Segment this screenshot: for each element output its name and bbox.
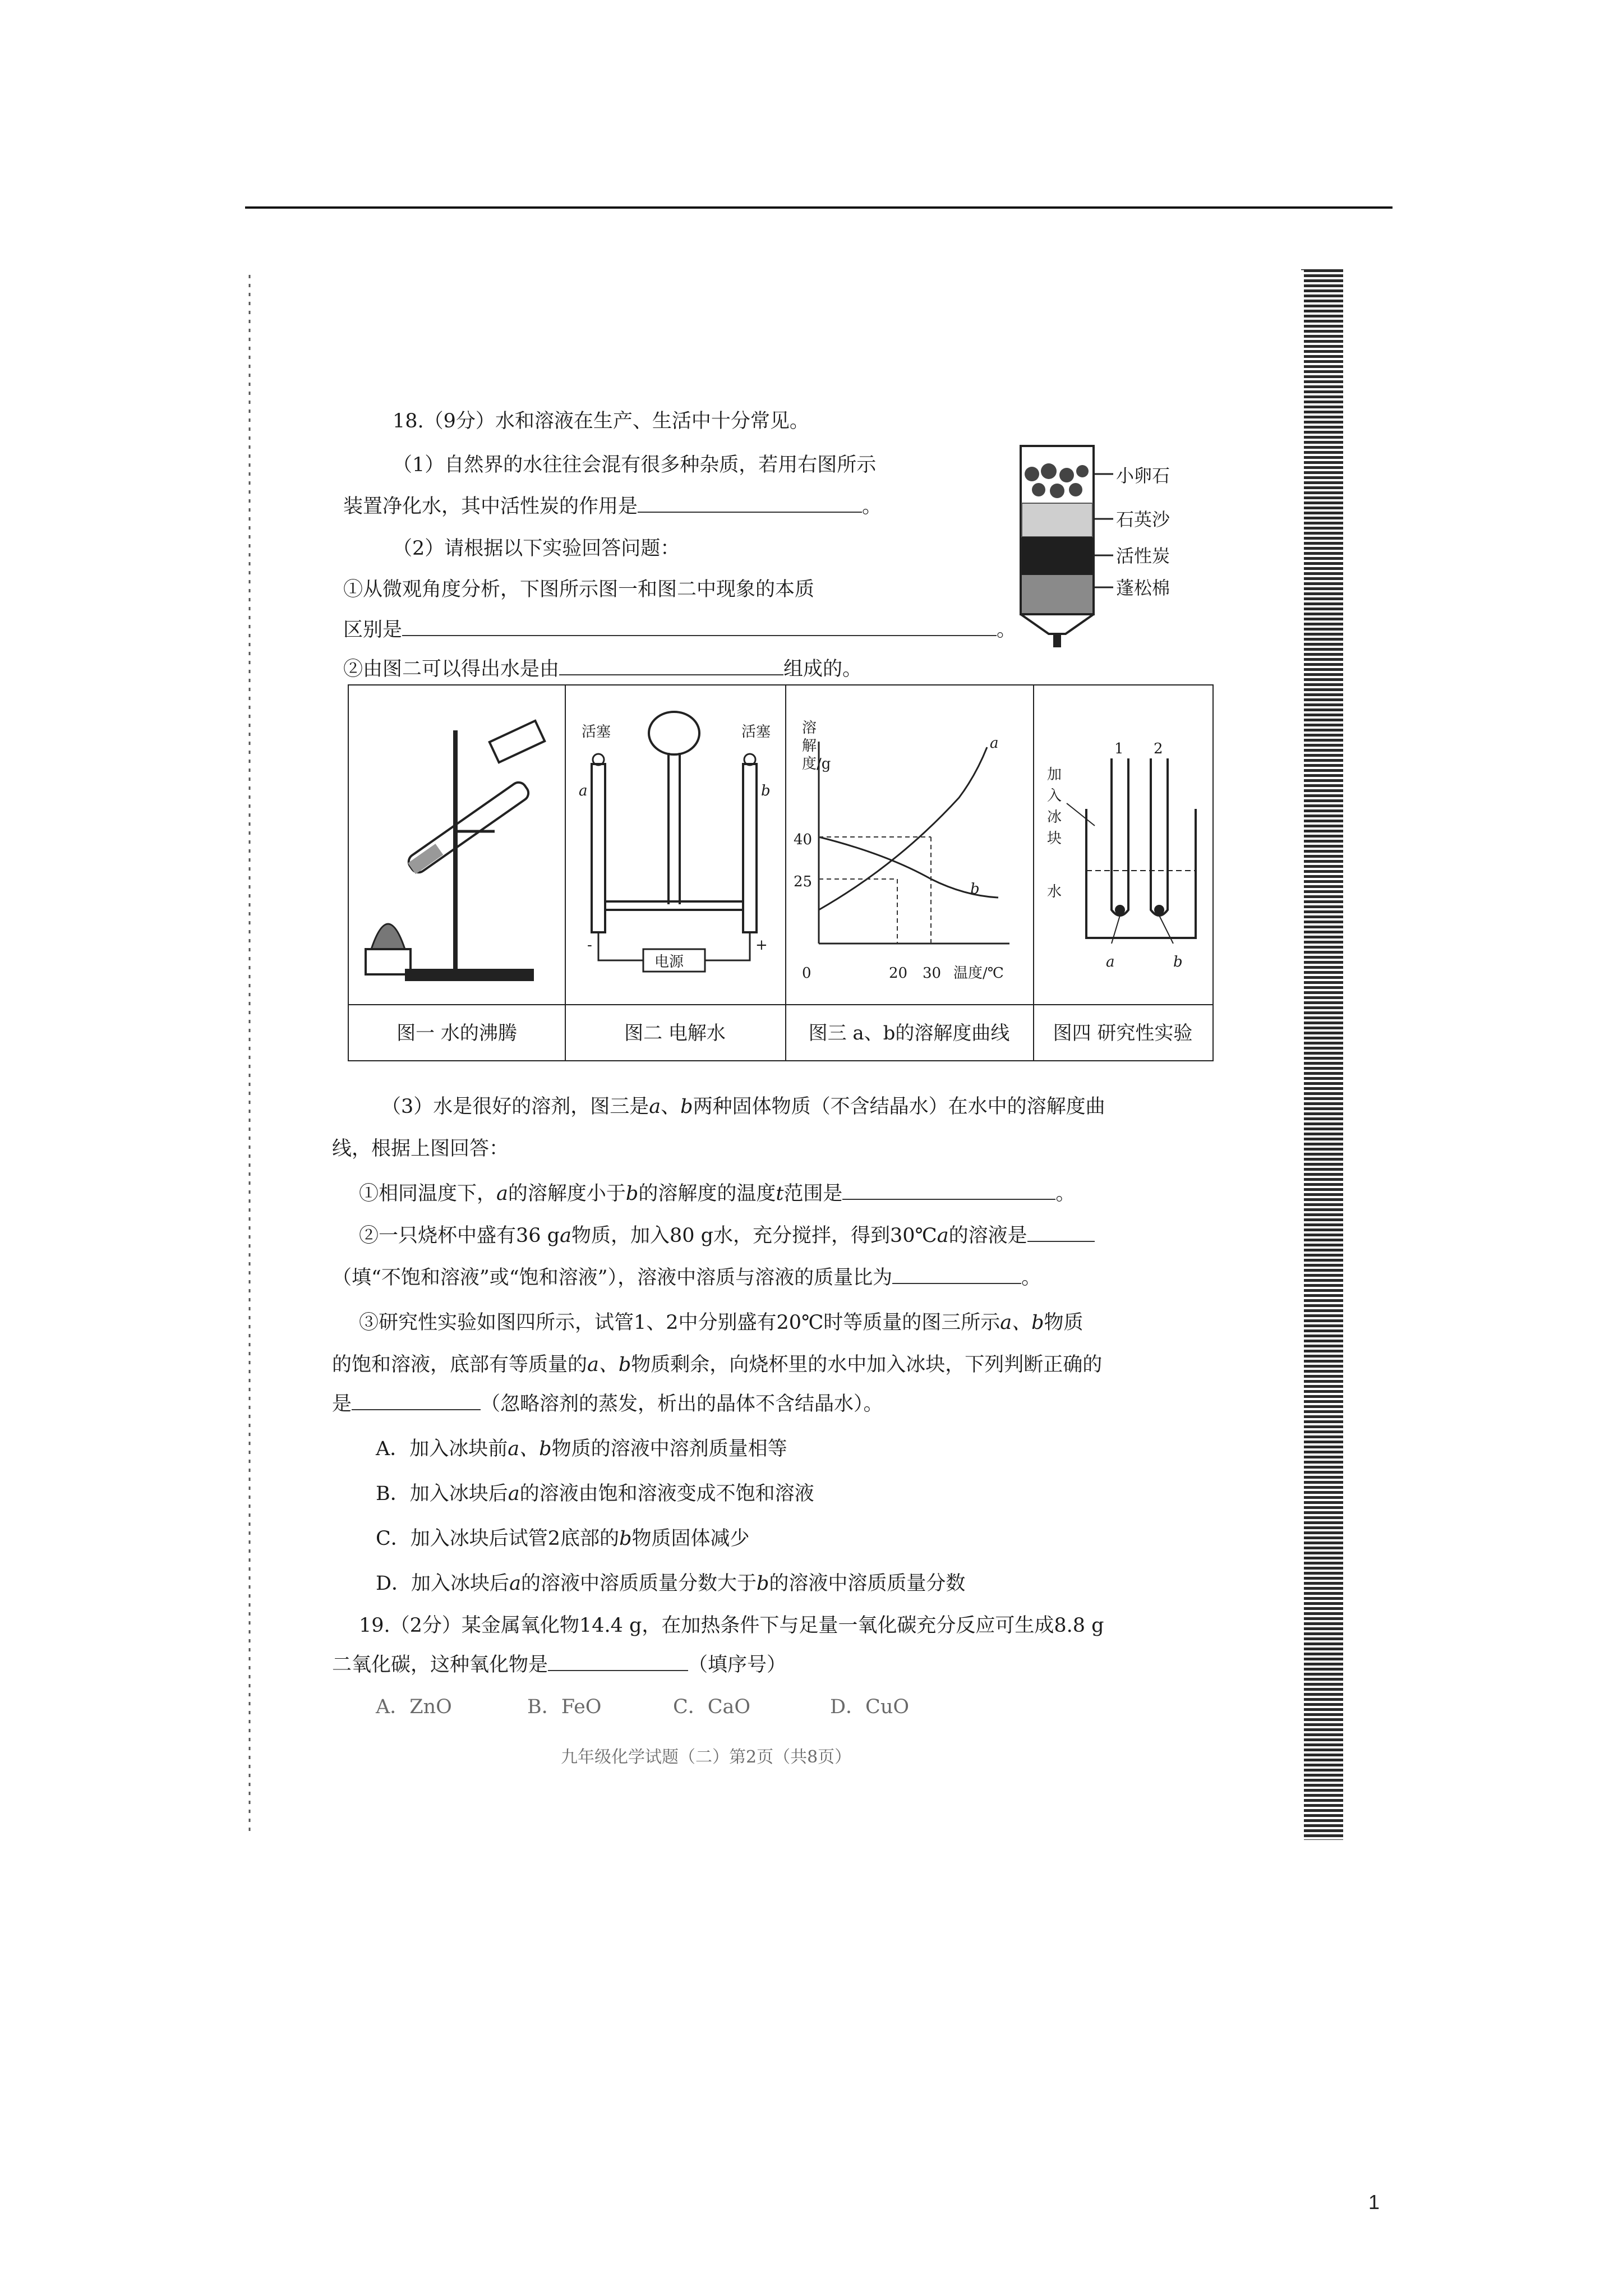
option-c <box>376 1526 749 1552</box>
q18-title: 18.（9分）水和溶液在生产、生活中十分常见。 <box>393 410 809 432</box>
q18-part2-2-text: ②由图二可以得出水是由 <box>343 658 560 680</box>
q18-part3-text1: （3）水是很好的溶剂，图三是 <box>381 1096 649 1118</box>
q18-part3-line1 <box>381 1094 1105 1120</box>
figure-table <box>348 684 1214 1061</box>
page-footer: 九年级化学试题（二）第2页（共8页） <box>561 1747 852 1767</box>
answer-blank-4[interactable] <box>842 1182 1055 1200</box>
fig2-tube-a-label: a <box>579 783 588 799</box>
fig2-power-label: 电源 <box>654 954 684 970</box>
option-b <box>376 1481 814 1507</box>
q18-part3-3-text5: 是 <box>332 1393 352 1415</box>
fig3-y-axis-label: 溶解度/g <box>802 720 831 772</box>
filter-label-sand: 石英沙 <box>1116 509 1170 530</box>
var-ab: a、b <box>508 1438 552 1460</box>
fig4-tube-1-label: 1 <box>1114 740 1124 757</box>
caption-divider <box>349 1004 1212 1005</box>
answer-blank-1[interactable] <box>638 495 862 513</box>
option-d-text3: 的溶液中溶质质量分数 <box>769 1572 966 1595</box>
fig2-tube-b-label: b <box>761 783 771 799</box>
option-b-text1: B．加入冰块后 <box>376 1483 508 1505</box>
curve-a <box>819 747 987 910</box>
water-filter-figure <box>1009 440 1189 648</box>
option-d-text2: 的溶液中溶质质量分数大于 <box>520 1572 757 1595</box>
fig3-y-tick-25: 25 <box>794 873 813 890</box>
q18-part3-3-text4: 物质剩余，向烧杯里的水中加入冰块，下列判断正确的 <box>631 1354 1103 1376</box>
q19-option-a: A．ZnO <box>376 1696 452 1718</box>
option-c-text2: 物质固体减少 <box>631 1527 750 1550</box>
scan-edge-left <box>247 275 252 1834</box>
period: 。 <box>862 495 882 518</box>
scan-edge-right <box>1290 269 1352 1840</box>
q18-part3-line2: 线，根据上图回答： <box>332 1138 509 1160</box>
fig3-x-tick-30: 30 <box>923 965 942 982</box>
cotton-layer <box>1022 575 1092 613</box>
answer-blank-5[interactable] <box>1027 1224 1095 1242</box>
q18-part2-1-text: 区别是 <box>343 619 403 641</box>
fig4-a-label: a <box>1106 954 1115 970</box>
filter-label-carbon: 活性炭 <box>1116 545 1170 567</box>
q18-part3-3-text1: ③研究性实验如图四所示，试管1、2中分别盛有20℃时等质量的图三所示 <box>359 1312 1000 1334</box>
figure-4-caption: 图四 研究性实验 <box>1053 1022 1193 1045</box>
var-a: a <box>508 1483 520 1505</box>
var-b: b <box>619 1527 632 1550</box>
answer-blank-8[interactable] <box>548 1653 688 1671</box>
var-b: b <box>625 1182 639 1205</box>
q18-part3-sep: 、 <box>661 1096 681 1118</box>
q18-part3-3-line1 <box>359 1310 1083 1336</box>
fig3-curve-a-label: a <box>990 735 999 752</box>
fig3-x-axis-label: 温度/℃ <box>953 965 1004 982</box>
q18-part3-3-line3 <box>332 1391 883 1417</box>
q19-option-d: D．CuO <box>830 1696 910 1718</box>
var-b: b <box>680 1096 693 1118</box>
q19-text1: 二氧化碳，这种氧化物是 <box>332 1654 548 1676</box>
var-ab: a、b <box>1000 1312 1044 1334</box>
q18-part2-1-line2 <box>343 617 1016 643</box>
fig4-tube-2-label: 2 <box>1154 740 1163 757</box>
var-a: a <box>496 1182 508 1205</box>
option-d <box>376 1571 965 1596</box>
q18-part1-text: 装置净化水，其中活性炭的作用是 <box>343 495 638 518</box>
q18-part3-3-text6: （忽略溶剂的蒸发，析出的晶体不含结晶水）。 <box>481 1393 883 1415</box>
fig2-minus-label: - <box>587 937 592 954</box>
q18-part3-1-text3: 的溶解度的温度 <box>638 1182 776 1205</box>
var-a: a <box>509 1572 521 1595</box>
q18-part3-3-text3: 的饱和溶液，底部有等质量的 <box>332 1354 588 1376</box>
q19-line1: 19.（2分）某金属氧化物14.4 g，在加热条件下与足量一氧化碳充分反应可生成8.8 g <box>359 1614 1104 1637</box>
option-c-text1: C．加入冰块后试管2底部的 <box>376 1527 620 1550</box>
fig2-plus-label: + <box>755 937 768 954</box>
q18-part1-line2 <box>343 494 882 519</box>
q18-part3-2-text3: 的溶液是 <box>948 1225 1027 1247</box>
var-a: a <box>560 1225 571 1247</box>
option-d-text1: D．加入冰块后 <box>376 1572 510 1595</box>
pebble-layer <box>1025 463 1089 498</box>
var-ab: a、b <box>587 1354 631 1376</box>
fig3-curve-b-label: b <box>970 881 980 898</box>
figure-2-caption: 图二 电解水 <box>624 1022 726 1045</box>
fig4-b-label: b <box>1173 954 1183 970</box>
q18-part3-2-line2 <box>332 1265 1041 1291</box>
quartz-sand-layer <box>1022 503 1092 537</box>
var-a: a <box>649 1096 661 1118</box>
q18-part3-2-line1 <box>359 1223 1095 1249</box>
q18-part1-line1: （1）自然界的水往往会混有很多种杂质，若用右图所示 <box>393 454 877 476</box>
answer-blank-3[interactable] <box>559 657 783 675</box>
q18-part3-3-line2 <box>332 1352 1102 1378</box>
fig3-origin-label: 0 <box>802 965 811 982</box>
q19-text2: （填序号） <box>688 1654 787 1676</box>
q18-part2-2 <box>343 656 862 682</box>
filter-label-cotton: 蓬松棉 <box>1116 577 1170 599</box>
q18-part3-1 <box>359 1181 1075 1207</box>
q18-part3-1-text1: ①相同温度下， <box>359 1182 497 1205</box>
filter-label-pebbles: 小卵石 <box>1116 465 1170 486</box>
option-a <box>376 1436 787 1462</box>
answer-blank-6[interactable] <box>892 1266 1021 1284</box>
fig3-x-tick-20: 20 <box>889 965 908 982</box>
q18-part3-2-text2: 物质，加入80 g水，充分搅拌，得到30℃ <box>571 1225 937 1247</box>
period: 。 <box>997 619 1017 641</box>
figure-1-caption: 图一 水的沸腾 <box>396 1022 517 1045</box>
q19-line2 <box>332 1652 786 1678</box>
fig2-left-valve-label: 活塞 <box>582 724 611 740</box>
answer-blank-7[interactable] <box>352 1392 481 1410</box>
answer-blank-2[interactable] <box>402 618 997 636</box>
q19-option-b: B．FeO <box>527 1696 602 1718</box>
page-number: 1 <box>1368 2191 1380 2214</box>
q18-part3-1-text4: 范围是 <box>783 1182 843 1205</box>
period: 。 <box>1021 1267 1041 1289</box>
var-t: t <box>776 1182 784 1205</box>
q18-part2-intro: （2）请根据以下实验回答问题： <box>393 537 680 560</box>
fig2-right-valve-label: 活塞 <box>741 724 771 740</box>
q18-part3-2-text4: （填“不饱和溶液”或“饱和溶液”），溶液中溶质与溶液的质量比为 <box>332 1267 893 1289</box>
q18-part3-2-text1: ②一只烧杯中盛有36 g <box>359 1225 560 1247</box>
var-a: a <box>937 1225 949 1247</box>
option-a-text2: 物质的溶液中溶剂质量相等 <box>551 1438 787 1460</box>
q18-part3-3-text2: 物质 <box>1044 1312 1083 1334</box>
activated-carbon-layer <box>1022 537 1092 575</box>
q18-part2-2-tail: 组成的。 <box>783 658 863 680</box>
q18-part3-text2: 两种固体物质（不含结晶水）在水中的溶解度曲 <box>693 1096 1105 1118</box>
fig4-water-label: 水 <box>1047 884 1062 900</box>
boiling-water-drawing <box>349 685 564 1000</box>
option-b-text2: 的溶液由饱和溶液变成不饱和溶液 <box>519 1483 814 1505</box>
q18-part2-1-line1: ①从微观角度分析，下图所示图一和图二中现象的本质 <box>343 578 815 601</box>
fig3-y-tick-40: 40 <box>794 831 813 848</box>
fig4-ice-label: 加入冰块 <box>1047 766 1062 847</box>
header-rule <box>245 206 1393 209</box>
var-b: b <box>756 1572 769 1595</box>
figure-3-caption: 图三 a、b的溶解度曲线 <box>808 1022 1010 1045</box>
option-a-text1: A．加入冰块前 <box>376 1438 508 1460</box>
q18-part3-1-text2: 的溶解度小于 <box>508 1182 626 1205</box>
q19-option-c: C．CaO <box>673 1696 751 1718</box>
period: 。 <box>1055 1182 1076 1205</box>
